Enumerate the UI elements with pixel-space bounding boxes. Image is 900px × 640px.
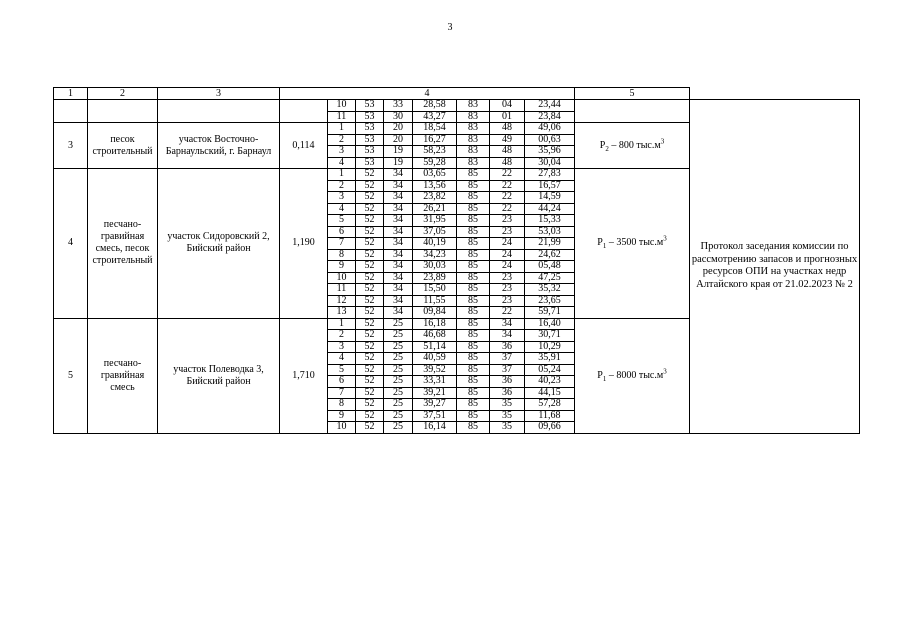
coordinate-cell: 20	[384, 134, 413, 146]
coordinate-cell: 35,32	[525, 284, 575, 296]
coordinate-cell: 36	[490, 387, 525, 399]
area-cell-blank	[280, 100, 328, 123]
coordinate-cell: 34	[384, 261, 413, 273]
coordinate-cell: 85	[457, 284, 490, 296]
site-name: участок Сидоровский 2, Бийский район	[158, 169, 280, 319]
coordinate-cell: 52	[356, 284, 384, 296]
group-number: 3	[54, 123, 88, 169]
coordinate-cell: 39,52	[413, 364, 457, 376]
coordinate-cell: 16,27	[413, 134, 457, 146]
coordinate-cell: 16,57	[525, 180, 575, 192]
coordinate-cell: 85	[457, 249, 490, 261]
page-number: 3	[447, 22, 453, 33]
resource-unit-power: 3	[663, 367, 667, 376]
coordinate-cell: 16,14	[413, 422, 457, 434]
coordinate-cell: 2	[328, 330, 356, 342]
coordinate-cell: 83	[457, 123, 490, 135]
coordinate-cell: 21,99	[525, 238, 575, 250]
material-cell-blank	[88, 100, 158, 123]
coordinate-cell: 4	[328, 203, 356, 215]
column-header: 3	[158, 88, 280, 100]
coordinate-cell: 48	[490, 123, 525, 135]
resource-prefix: P	[597, 369, 603, 381]
column-header: 4	[280, 88, 575, 100]
coordinate-cell: 52	[356, 261, 384, 273]
coordinate-cell: 35,96	[525, 146, 575, 158]
coordinate-cell: 39,27	[413, 399, 457, 411]
coordinate-cell: 23	[490, 272, 525, 284]
coordinate-cell: 25	[384, 330, 413, 342]
coordinate-cell: 47,25	[525, 272, 575, 284]
coordinate-cell: 09,84	[413, 307, 457, 319]
coordinate-cell: 12	[328, 295, 356, 307]
coordinate-cell: 85	[457, 318, 490, 330]
coordinate-cell: 6	[328, 376, 356, 388]
coordinate-cell: 43,27	[413, 111, 457, 123]
coordinate-cell: 85	[457, 307, 490, 319]
coordinate-cell: 52	[356, 399, 384, 411]
resource-estimate	[575, 318, 690, 433]
coordinate-cell: 25	[384, 376, 413, 388]
coordinate-cell: 5	[328, 215, 356, 227]
resource-estimate	[575, 123, 690, 169]
resource-unit-power: 3	[660, 137, 665, 146]
coordinate-cell: 3	[328, 192, 356, 204]
coordinate-cell: 52	[356, 410, 384, 422]
site-cell-blank	[158, 100, 280, 123]
coordinate-cell: 34	[384, 180, 413, 192]
coordinate-cell: 14,59	[525, 192, 575, 204]
material-name: песчано-гравийная смесь, песок строительный	[88, 169, 158, 319]
area-value: 0,114	[280, 123, 328, 169]
coordinate-cell: 85	[457, 410, 490, 422]
coordinate-cell: 36	[490, 341, 525, 353]
coordinate-cell: 35,91	[525, 353, 575, 365]
coordinate-cell: 24	[490, 261, 525, 273]
coordinate-cell: 15,50	[413, 284, 457, 296]
coordinate-cell: 7	[328, 238, 356, 250]
coordinate-cell: 16,40	[525, 318, 575, 330]
coordinate-cell: 48	[490, 146, 525, 158]
table-row	[54, 100, 860, 112]
coordinate-cell: 49	[490, 134, 525, 146]
coordinate-cell: 57,28	[525, 399, 575, 411]
protocol-cell: Протокол заседания комиссии по рассмотрению запасов и прогнозных ресурсов ОПИ на участках недр Алтайского края от 21.02.2023 № 2	[690, 100, 860, 434]
resource-unit-power: 3	[663, 234, 667, 243]
coordinate-cell: 52	[356, 192, 384, 204]
coordinate-cell: 34,23	[413, 249, 457, 261]
coordinate-cell: 85	[457, 261, 490, 273]
coordinate-cell: 8	[328, 399, 356, 411]
coordinate-cell: 11	[328, 111, 356, 123]
coordinate-cell: 85	[457, 180, 490, 192]
coordinate-cell: 34	[384, 203, 413, 215]
coordinate-cell: 52	[356, 318, 384, 330]
coordinate-cell: 1	[328, 123, 356, 135]
coordinate-cell: 85	[457, 364, 490, 376]
coordinate-cell: 85	[457, 295, 490, 307]
coordinate-cell: 1	[328, 318, 356, 330]
coordinate-cell: 85	[457, 203, 490, 215]
coordinate-cell: 52	[356, 226, 384, 238]
coordinate-cell: 85	[457, 192, 490, 204]
coordinate-cell: 85	[457, 341, 490, 353]
coordinate-cell: 3	[328, 146, 356, 158]
coordinate-cell: 52	[356, 387, 384, 399]
coordinate-cell: 1	[328, 169, 356, 181]
site-name: участок Полеводка 3, Бийский район	[158, 318, 280, 433]
coordinate-cell: 40,19	[413, 238, 457, 250]
coordinate-cell: 2	[328, 134, 356, 146]
coordinate-cell: 09,66	[525, 422, 575, 434]
coordinate-cell: 83	[457, 134, 490, 146]
coordinate-cell: 19	[384, 146, 413, 158]
coordinate-cell: 30,04	[525, 157, 575, 169]
coordinate-cell: 24,62	[525, 249, 575, 261]
coordinate-cell: 11,55	[413, 295, 457, 307]
coordinate-cell: 9	[328, 410, 356, 422]
coordinate-cell: 10	[328, 422, 356, 434]
coordinate-cell: 22	[490, 192, 525, 204]
coordinate-cell: 52	[356, 203, 384, 215]
column-header: 5	[575, 88, 690, 100]
resource-prefix: P	[597, 237, 603, 249]
group-number: 4	[54, 169, 88, 319]
coordinate-cell: 52	[356, 422, 384, 434]
coordinate-cell: 18,54	[413, 123, 457, 135]
coordinate-cell: 83	[457, 111, 490, 123]
coordinate-cell: 35	[490, 422, 525, 434]
coordinate-cell: 23,82	[413, 192, 457, 204]
coordinate-cell: 22	[490, 203, 525, 215]
resource-cell-blank	[575, 100, 690, 123]
coordinate-cell: 85	[457, 238, 490, 250]
registry-table-body	[54, 88, 860, 434]
coordinate-cell: 52	[356, 272, 384, 284]
resource-amount: – 8000 тыс.м	[606, 369, 664, 381]
coordinate-cell: 40,23	[525, 376, 575, 388]
coordinate-cell: 23	[490, 295, 525, 307]
group-number: 5	[54, 318, 88, 433]
coordinate-cell: 85	[457, 169, 490, 181]
coordinate-cell: 27,83	[525, 169, 575, 181]
coordinate-cell: 34	[384, 169, 413, 181]
coordinate-cell: 39,21	[413, 387, 457, 399]
coordinate-cell: 33	[384, 100, 413, 112]
coordinate-cell: 34	[384, 284, 413, 296]
column-header: 1	[54, 88, 88, 100]
coordinate-cell: 83	[457, 157, 490, 169]
coordinate-cell: 59,71	[525, 307, 575, 319]
coordinate-cell: 52	[356, 330, 384, 342]
coordinate-cell: 34	[384, 215, 413, 227]
coordinate-cell: 10,29	[525, 341, 575, 353]
coordinate-cell: 10	[328, 272, 356, 284]
coordinate-cell: 03,65	[413, 169, 457, 181]
coordinate-cell: 01	[490, 111, 525, 123]
coordinate-cell: 85	[457, 387, 490, 399]
coordinate-cell: 2	[328, 180, 356, 192]
coordinate-cell: 83	[457, 100, 490, 112]
coordinate-cell: 25	[384, 387, 413, 399]
coordinate-cell: 52	[356, 249, 384, 261]
coordinate-cell: 37	[490, 364, 525, 376]
coordinate-cell: 52	[356, 169, 384, 181]
coordinate-cell: 46,68	[413, 330, 457, 342]
coordinate-cell: 52	[356, 215, 384, 227]
resource-amount: – 3500 тыс.м	[606, 237, 664, 249]
coordinate-cell: 30,03	[413, 261, 457, 273]
coordinate-cell: 10	[328, 100, 356, 112]
coordinate-cell: 30,71	[525, 330, 575, 342]
coordinate-cell: 7	[328, 387, 356, 399]
coordinate-cell: 4	[328, 353, 356, 365]
coordinate-cell: 22	[490, 169, 525, 181]
area-value: 1,710	[280, 318, 328, 433]
coordinate-cell: 52	[356, 307, 384, 319]
coordinate-cell: 24	[490, 238, 525, 250]
coordinate-cell: 34	[384, 249, 413, 261]
coordinate-cell: 51,14	[413, 341, 457, 353]
coordinate-cell: 34	[384, 307, 413, 319]
coordinate-cell: 25	[384, 353, 413, 365]
coordinate-cell: 52	[356, 353, 384, 365]
coordinate-cell: 23,44	[525, 100, 575, 112]
coordinate-cell: 59,28	[413, 157, 457, 169]
coordinate-cell: 53,03	[525, 226, 575, 238]
coordinate-cell: 34	[384, 295, 413, 307]
coordinate-cell: 11,68	[525, 410, 575, 422]
material-name: песок строительный	[88, 123, 158, 169]
coordinate-cell: 53	[356, 146, 384, 158]
coordinate-cell: 34	[490, 330, 525, 342]
resource-category: 1	[602, 374, 607, 383]
material-name: песчано-гравийная смесь	[88, 318, 158, 433]
header-row	[54, 88, 860, 100]
coordinate-cell: 4	[328, 157, 356, 169]
coordinate-cell: 25	[384, 318, 413, 330]
resource-estimate	[575, 169, 690, 319]
coordinate-cell: 44,15	[525, 387, 575, 399]
coordinate-cell: 40,59	[413, 353, 457, 365]
coordinate-cell: 52	[356, 364, 384, 376]
coordinate-cell: 52	[356, 376, 384, 388]
coordinate-cell: 26,21	[413, 203, 457, 215]
coordinate-cell: 85	[457, 399, 490, 411]
coordinate-cell: 23,84	[525, 111, 575, 123]
coordinate-cell: 5	[328, 364, 356, 376]
coordinate-cell: 3	[328, 341, 356, 353]
coordinate-cell: 36	[490, 376, 525, 388]
coordinate-cell: 37,51	[413, 410, 457, 422]
coordinate-cell: 04	[490, 100, 525, 112]
coordinate-cell: 25	[384, 399, 413, 411]
coordinate-cell: 25	[384, 364, 413, 376]
coordinate-cell: 22	[490, 307, 525, 319]
coordinate-cell: 85	[457, 422, 490, 434]
coordinate-cell: 28,58	[413, 100, 457, 112]
coordinate-cell: 35	[490, 410, 525, 422]
coordinate-cell: 34	[490, 318, 525, 330]
coordinate-cell: 34	[384, 272, 413, 284]
coordinate-cell: 23	[490, 226, 525, 238]
coordinate-cell: 44,24	[525, 203, 575, 215]
coordinate-cell: 34	[384, 226, 413, 238]
coordinate-cell: 37	[490, 353, 525, 365]
coordinate-cell: 20	[384, 123, 413, 135]
coordinate-cell: 15,33	[525, 215, 575, 227]
area-value: 1,190	[280, 169, 328, 319]
coordinate-cell: 85	[457, 376, 490, 388]
coordinate-cell: 16,18	[413, 318, 457, 330]
coordinate-cell: 48	[490, 157, 525, 169]
coordinate-cell: 00,63	[525, 134, 575, 146]
coordinate-cell: 52	[356, 180, 384, 192]
site-name: участок Восточно-Барнаульский, г. Барнаул	[158, 123, 280, 169]
coordinate-cell: 52	[356, 238, 384, 250]
coordinate-cell: 85	[457, 272, 490, 284]
coordinate-cell: 53	[356, 134, 384, 146]
coordinate-cell: 34	[384, 238, 413, 250]
coordinate-cell: 23,65	[525, 295, 575, 307]
coordinate-cell: 52	[356, 295, 384, 307]
coordinate-cell: 05,24	[525, 364, 575, 376]
group-number-cell-blank	[54, 100, 88, 123]
coordinate-cell: 23,89	[413, 272, 457, 284]
coordinate-cell: 85	[457, 226, 490, 238]
coordinate-cell: 53	[356, 111, 384, 123]
coordinate-cell: 22	[490, 180, 525, 192]
coordinate-cell: 23	[490, 284, 525, 296]
coordinate-cell: 13,56	[413, 180, 457, 192]
coordinate-cell: 6	[328, 226, 356, 238]
coordinate-cell: 49,06	[525, 123, 575, 135]
coordinate-cell: 25	[384, 422, 413, 434]
coordinate-cell: 9	[328, 261, 356, 273]
coordinate-cell: 83	[457, 146, 490, 158]
resource-prefix: P	[599, 139, 606, 151]
coordinate-cell: 25	[384, 410, 413, 422]
coordinate-cell: 58,23	[413, 146, 457, 158]
coordinate-cell: 19	[384, 157, 413, 169]
coordinate-cell: 85	[457, 215, 490, 227]
resource-amount: – 800 тыс.м	[608, 139, 661, 151]
coordinate-cell: 53	[356, 157, 384, 169]
coordinate-cell: 53	[356, 123, 384, 135]
coordinate-cell: 85	[457, 353, 490, 365]
coordinate-cell: 37,05	[413, 226, 457, 238]
coordinate-cell: 35	[490, 399, 525, 411]
coordinate-cell: 8	[328, 249, 356, 261]
coordinate-cell: 13	[328, 307, 356, 319]
coordinate-cell: 25	[384, 341, 413, 353]
resource-category: 1	[602, 242, 607, 251]
registry-table	[53, 87, 860, 434]
coordinate-cell: 24	[490, 249, 525, 261]
coordinate-cell: 34	[384, 192, 413, 204]
coordinate-cell: 11	[328, 284, 356, 296]
column-header: 2	[88, 88, 158, 100]
coordinate-cell: 23	[490, 215, 525, 227]
coordinate-cell: 33,31	[413, 376, 457, 388]
resource-category: 2	[605, 144, 609, 153]
coordinate-cell: 85	[457, 330, 490, 342]
coordinate-cell: 30	[384, 111, 413, 123]
coordinate-cell: 05,48	[525, 261, 575, 273]
coordinate-cell: 53	[356, 100, 384, 112]
coordinate-cell: 31,95	[413, 215, 457, 227]
coordinate-cell: 52	[356, 341, 384, 353]
